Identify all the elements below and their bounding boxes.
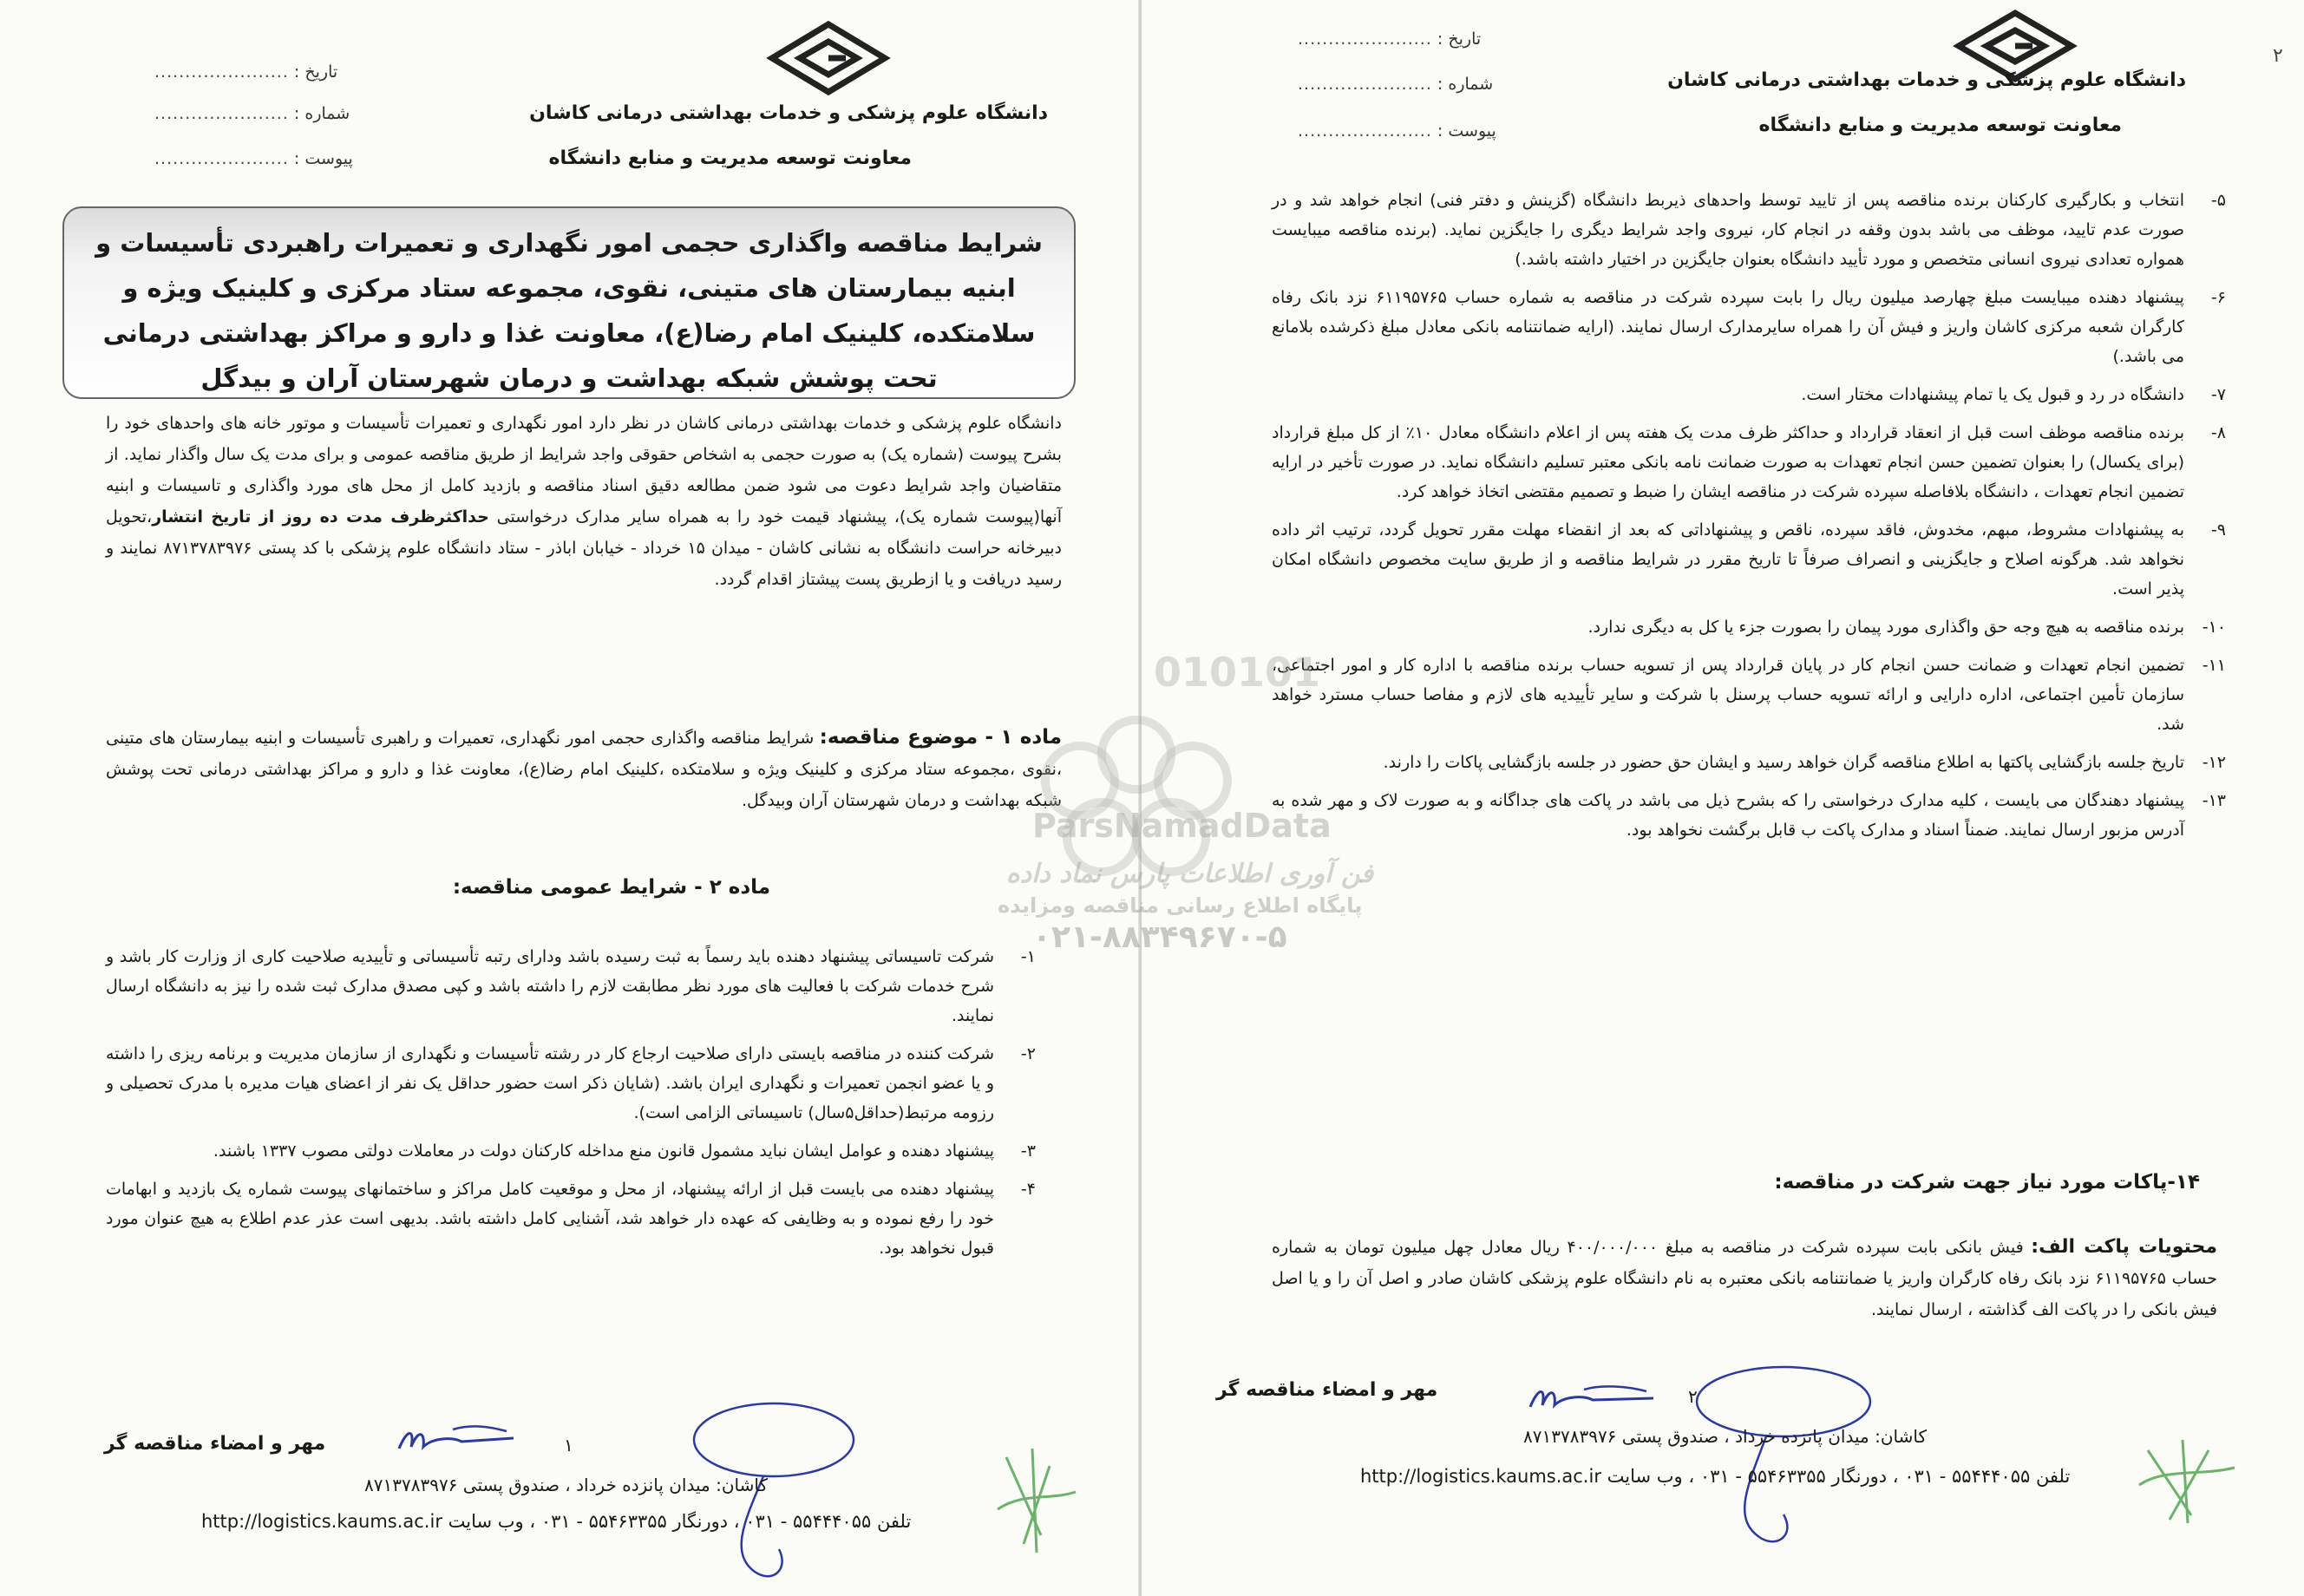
green-signature-icon (989, 1440, 1084, 1561)
item-number: ۷- (2210, 385, 2226, 404)
list-item (106, 1174, 1036, 1263)
list-item (1272, 186, 2226, 274)
packet-a-text: فیش بانکی بابت سپرده شرکت در مناقصه به مبلغ ۴۰۰/۰۰۰/۰۰۰ ریال معادل چهل میلیون تومان به شماره حساب ۶۱۱۹۵۷۶۵ نزد بانک رفاه کارگران واریز یا ضمانتنامه بانکی معتبره به نام دانشگاه علوم پزشکی کاشان صادر و اصل آن را و یا اصل فیش بانکی را در پاکت الف گذاشته ، ارسال نمایند. (1272, 1238, 2217, 1319)
item-14-heading: ۱۴-پاکات مورد نیاز جهت شرکت در مناقصه: (1774, 1171, 2200, 1194)
date-label: تاریخ : (293, 62, 338, 82)
packet-a-label: محتویات پاکت الف: (2031, 1236, 2217, 1258)
number-label: شماره : (293, 104, 350, 123)
item-number: ۳- (1020, 1141, 1036, 1161)
list-item (1272, 651, 2226, 739)
university-logo-icon (763, 19, 893, 97)
bidder-signature-label: مهر و امضاء مناقصه گر (1216, 1379, 1438, 1401)
item-number: ۱۰- (2202, 618, 2226, 637)
footer-address: کاشان: میدان پانزده خرداد ، صندوق پستی ۸۷۱۳۷۸۳۹۷۶ (1523, 1426, 1927, 1447)
item-number: ۸- (2210, 423, 2226, 442)
article-1-text: شرایط مناقصه واگذاری حجمی امور نگهداری، تعمیرات و راهبری تأسیسات و ابنیه بیمارستان های متینی ،نقوی ،مجموعه ستاد مرکزی و کلینیک ویژه و سلامتکده ،کلینیک امام رضا(ع)، معاونت غذا و دارو و مراکز بهداشتی درمانی تحت پوشش شبکه بهداشت و درمان شهرستان آران وبیدگل. (106, 729, 1062, 810)
signature-icon (1679, 1353, 1879, 1553)
watermark-digits: 010101 (1154, 649, 1321, 696)
item-text: دانشگاه در رد و قبول یک یا تمام پیشنهادات مختار است. (1801, 385, 2184, 404)
item-number: ۹- (2210, 520, 2226, 540)
item-number: ۴- (1020, 1180, 1036, 1199)
item-number: ۱۳- (2202, 791, 2226, 810)
item-text: پیشنهاد دهنده و عوامل ایشان نباید مشمول قانون منع مداخله کارکنان دولت در معاملات دولتی مصوب ۱۳۳۷ باشند. (213, 1141, 994, 1161)
attachment-dots: ...................... (154, 149, 289, 168)
item-number: ۵- (2210, 191, 2226, 210)
item-number: ۱- (1020, 947, 1036, 966)
number-dots: ...................... (1298, 75, 1432, 94)
article-1-label: ماده ۱ - موضوع مناقصه: (819, 726, 1063, 749)
date-label: تاریخ : (1437, 29, 1482, 49)
footer-contact: تلفن ۵۵۴۴۴۰۵۵ - ۰۳۱ ، دورنگار ۵۵۴۶۳۳۵۵ - ۰۳۱ ، وب سایت http://logistics.kaums.ac.ir (1360, 1466, 2071, 1487)
item-number: ۲- (1020, 1044, 1036, 1063)
footer-address: کاشان: میدان پانزده خرداد ، صندوق پستی ۸۷۱۳۷۸۳۹۷۶ (364, 1475, 768, 1495)
university-name: دانشگاه علوم پزشکی و خدمات بهداشتی درمانی کاشان (1667, 69, 2186, 91)
watermark-subtitle: پایگاه اطلاع رسانی مناقصه ومزایده (998, 893, 1363, 918)
item-text: برنده مناقصه به هیچ وجه حق واگذاری مورد پیمان را بصورت جزء یا کل به دیگری ندارد. (1587, 618, 2184, 637)
number-dots: ...................... (154, 104, 289, 123)
general-conditions-list-2 (1272, 186, 2226, 854)
number-label: شماره : (1437, 75, 1494, 94)
date-field (1298, 29, 1481, 49)
item-number: ۱۱- (2202, 656, 2226, 675)
item-text: برنده مناقصه موظف است قبل از انعقاد قرارداد و حداکثر ظرف مدت یک هفته پس از اعلام دانشگاه معادل ۱۰٪ از کل مبلغ قرارداد (برای یکسال) را بعنوان تضمین حسن انجام تعهدات به صورت ضمانت نامه بانکی معتبر تسلیم دانشگاه نماید. در صورت تأخیر در ارایه تضمین انجام تعهدات ، دانشگاه بلافاصله سپرده شرکت در مناقصه ایشان را ضبط و تصمیم مقتضی اتخاذ خواهد کرد. (1272, 423, 2184, 501)
list-item (1272, 612, 2226, 642)
attachment-field (154, 149, 353, 168)
item-text: پیشنهاد دهندگان می بایست ، کلیه مدارک درخواستی را که بشرح ذیل می باشد در پاکت های جداگانه و به صورت لاک و مهر شده به آدرس مزبور ارسال نمایند. ضمناً اسناد و مدارک پاکت ب قابل برگشت نخواهد بود. (1272, 791, 2184, 840)
item-text: تضمین انجام تعهدات و ضمانت حسن انجام کار در پایان قرارداد پس از تسویه حساب برنده مناقصه با اداره کار و امور اجتماعی، سازمان تأمین اجتماعی، اداره دارایی و ارائه تسویه حساب پرسنل با شرکت و سایر تأییدیه های لازم و مفاصا حساب مسترد خواهد شد. (1272, 656, 2184, 734)
list-item (106, 942, 1036, 1030)
green-signature-icon (2131, 1433, 2243, 1528)
document-page-1 (0, 0, 1142, 1596)
item-text: شرکت تاسیساتی پیشنهاد دهنده باید رسماً به ثبت رسیده باشد ودارای رتبه تأسیساتی و تأییدیه صلاحیت کاری از وزارت کار باشد و شرح خدمات شرکت با فعالیت های مورد نظر مطابقت لازم را داشته باشد و کپی مصدق مدارک ثبت شده را نیز به دانشگاه ارسال نمایند. (106, 947, 994, 1025)
intro-text-b: ،تحویل دبیرخانه حراست دانشگاه به نشانی کاشان - میدان ۱۵ خرداد - خیابان اباذر - ستاد دانشگاه علوم پزشکی با کد پستی ۸۷۱۳۷۸۳۹۷۶ نمایند و رسید دریافت و یا ازطریق پست پیشتاز اقدام گردد. (106, 507, 1062, 589)
attachment-dots: ...................... (1298, 121, 1432, 141)
attachment-label: پیوست : (293, 149, 353, 168)
page-number: ۲ (1688, 1386, 1698, 1407)
department-name: معاونت توسعه مدیریت و منابع دانشگاه (548, 147, 912, 169)
list-item (1272, 786, 2226, 845)
list-item (106, 1039, 1036, 1128)
number-field (1298, 75, 1493, 94)
date-dots: ...................... (154, 62, 289, 82)
department-name: معاونت توسعه مدیریت و منابع دانشگاه (1758, 114, 2122, 136)
page-number: ۱ (564, 1435, 573, 1455)
date-dots: ...................... (1298, 29, 1432, 49)
attachment-label: پیوست : (1437, 121, 1496, 141)
list-item (1272, 748, 2226, 777)
item-text: شرکت کننده در مناقصه بایستی دارای صلاحیت ارجاع کار در رشته تأسیسات و نگهداری از سازمان مدیریت و برنامه ریزی را داشته و یا عضو انجمن تعمیرات و نگهداری ایران باشد. (شایان ذکر است حضور حداقل یک نفر از اعضای هیات مدیره با مدرک تحصیلی و رزومه مرتبط(حداقل۵سال) تاسیساتی الزامی است). (106, 1044, 994, 1122)
item-text: پیشنهاد دهنده می بایست قبل از ارائه پیشنهاد، از محل و موقعیت کامل مراکز و ساختمانهای پیوست شماره یک بازدید و ابهامات خود را رفع نموده و به وظایفی که عهده دار خواهد شد، آشنایی کامل داشته باشد. بدیهی است عذر عدم اطلاع به هیچ عنوان مورد قبول نخواهد بود. (106, 1180, 994, 1258)
article-1 (106, 722, 1062, 816)
number-field (154, 104, 350, 123)
list-item (106, 1136, 1036, 1166)
signature-icon (1523, 1372, 1662, 1424)
tender-title-box (62, 206, 1076, 399)
attachment-field (1298, 121, 1496, 141)
corner-mark: ۲ (2273, 45, 2283, 67)
watermark-phone: ۰۲۱-۸۸۳۴۹۶۷۰-۵ (1032, 919, 1287, 955)
bidder-signature-label: مهر و امضاء مناقصه گر (104, 1433, 326, 1455)
list-item (1272, 283, 2226, 371)
item-number: ۱۲- (2202, 753, 2226, 772)
list-item (1272, 515, 2226, 604)
list-item (1272, 418, 2226, 507)
watermark-brand: ParsNamadData (1032, 807, 1332, 845)
university-name: دانشگاه علوم پزشکی و خدمات بهداشتی درمانی کاشان (529, 102, 1048, 124)
intro-paragraph (106, 408, 1062, 595)
article-2-heading: ماده ۲ - شرایط عمومی مناقصه: (452, 876, 770, 899)
item-number: ۶- (2210, 288, 2226, 307)
deadline-highlight: حداکثرظرف مدت ده روز از تاریخ انتشار (152, 507, 489, 527)
packet-a-paragraph (1272, 1232, 2217, 1325)
item-text: به پیشنهادات مشروط، مبهم، مخدوش، فاقد سپرده، ناقص و پیشنهاداتی که بعد از انقضاء مهلت مقرر تحویل گردد، ترتیب اثر داده نخواهد شد. هرگونه اصلاح و جایگزینی و انصراف صرفاً تا تاریخ مقرر در شرایط مناقصه و از طریق سایت مخصوص دانشگاه امکان پذیر است. (1272, 520, 2184, 598)
watermark-emblem-icon (998, 659, 1275, 911)
item-text: پیشنهاد دهنده میبایست مبلغ چهارصد میلیون ریال را بابت سپرده شرکت در مناقصه به شماره حساب ۶۱۱۹۵۷۶۵ نزد بانک رفاه کارگران شعبه مرکزی کاشان واریز و فیش آن را همراه سایرمدارک ارسال نمایند. (ارایه ضمانتنامه بانکی معادل مبلغ ذکرشده بلامانع می باشد.) (1272, 288, 2184, 366)
list-item (1272, 380, 2226, 409)
date-field (154, 62, 337, 82)
intro-text-a: دانشگاه علوم پزشکی و خدمات بهداشتی درمانی کاشان در نظر دارد امور نگهداری و تعمیرات تأسیسات و موتور خانه های واحدهای خود را بشرح پیوست (شماره یک) به صورت حجمی به اشخاص حقوقی واجد شرایط از طریق مناقصه عمومی و برای مدت یک سال واگذار نماید. از متقاضیان واجد شرایط دعوت می شود ضمن مطالعه دقیق اسناد مناقصه و بازدید کامل از محل های مورد واگذاری و تاسیسات و ابنیه آنها(پیوست شماره یک)، پیشنهاد قیمت خود را به همراه سایر مدارک درخواستی (106, 414, 1063, 527)
footer-contact: تلفن ۵۵۴۴۴۰۵۵ - ۰۳۱ ، دورنگار ۵۵۴۶۳۳۵۵ - ۰۳۱ ، وب سایت http://logistics.kaums.ac.ir (201, 1511, 912, 1532)
watermark-tagline: فن آوری اطلاعات پارس نماد داده (1006, 859, 1374, 889)
general-conditions-list-1 (106, 942, 1036, 1272)
item-text: انتخاب و بکارگیری کارکنان برنده مناقصه پس از تایید توسط واحدهای ذیربط دانشگاه (گزینش و دفتر فنی) انجام خواهد شد و در صورت عدم تایید، موظف می باشد بدون وقفه در انجام کار، نیروی واجد شرایط دیگری را جایگزین نماید. (برنده مناقصه میبایست همواره تعدادی نیروی انسانی متخصص و مورد تأیید دانشگاه بعنوان جایگزین در اختیار داشته باشد.) (1272, 191, 2184, 269)
tender-title: شرایط مناقصه واگذاری حجمی امور نگهداری و تعمیرات راهبردی تأسیسات و ابنیه بیمارستان های متینی، نقوی، مجموعه ستاد مرکزی و کلینیک ویژه و سلامتکده، کلینیک امام رضا(ع)، معاونت غذا و دارو و مراکز بهداشتی درمانی تحت پوشش شبکه بهداشت و درمان شهرستان آران و بیدگل (95, 228, 1043, 393)
document-page-2 (1142, 0, 2304, 1596)
signature-icon (392, 1412, 522, 1464)
item-text: تاریخ جلسه بازگشایی پاکتها به اطلاع مناقصه گران خواهد رسید و ایشان حق حضور در جلسه بازگشایی پاکات را دارند. (1383, 753, 2184, 772)
